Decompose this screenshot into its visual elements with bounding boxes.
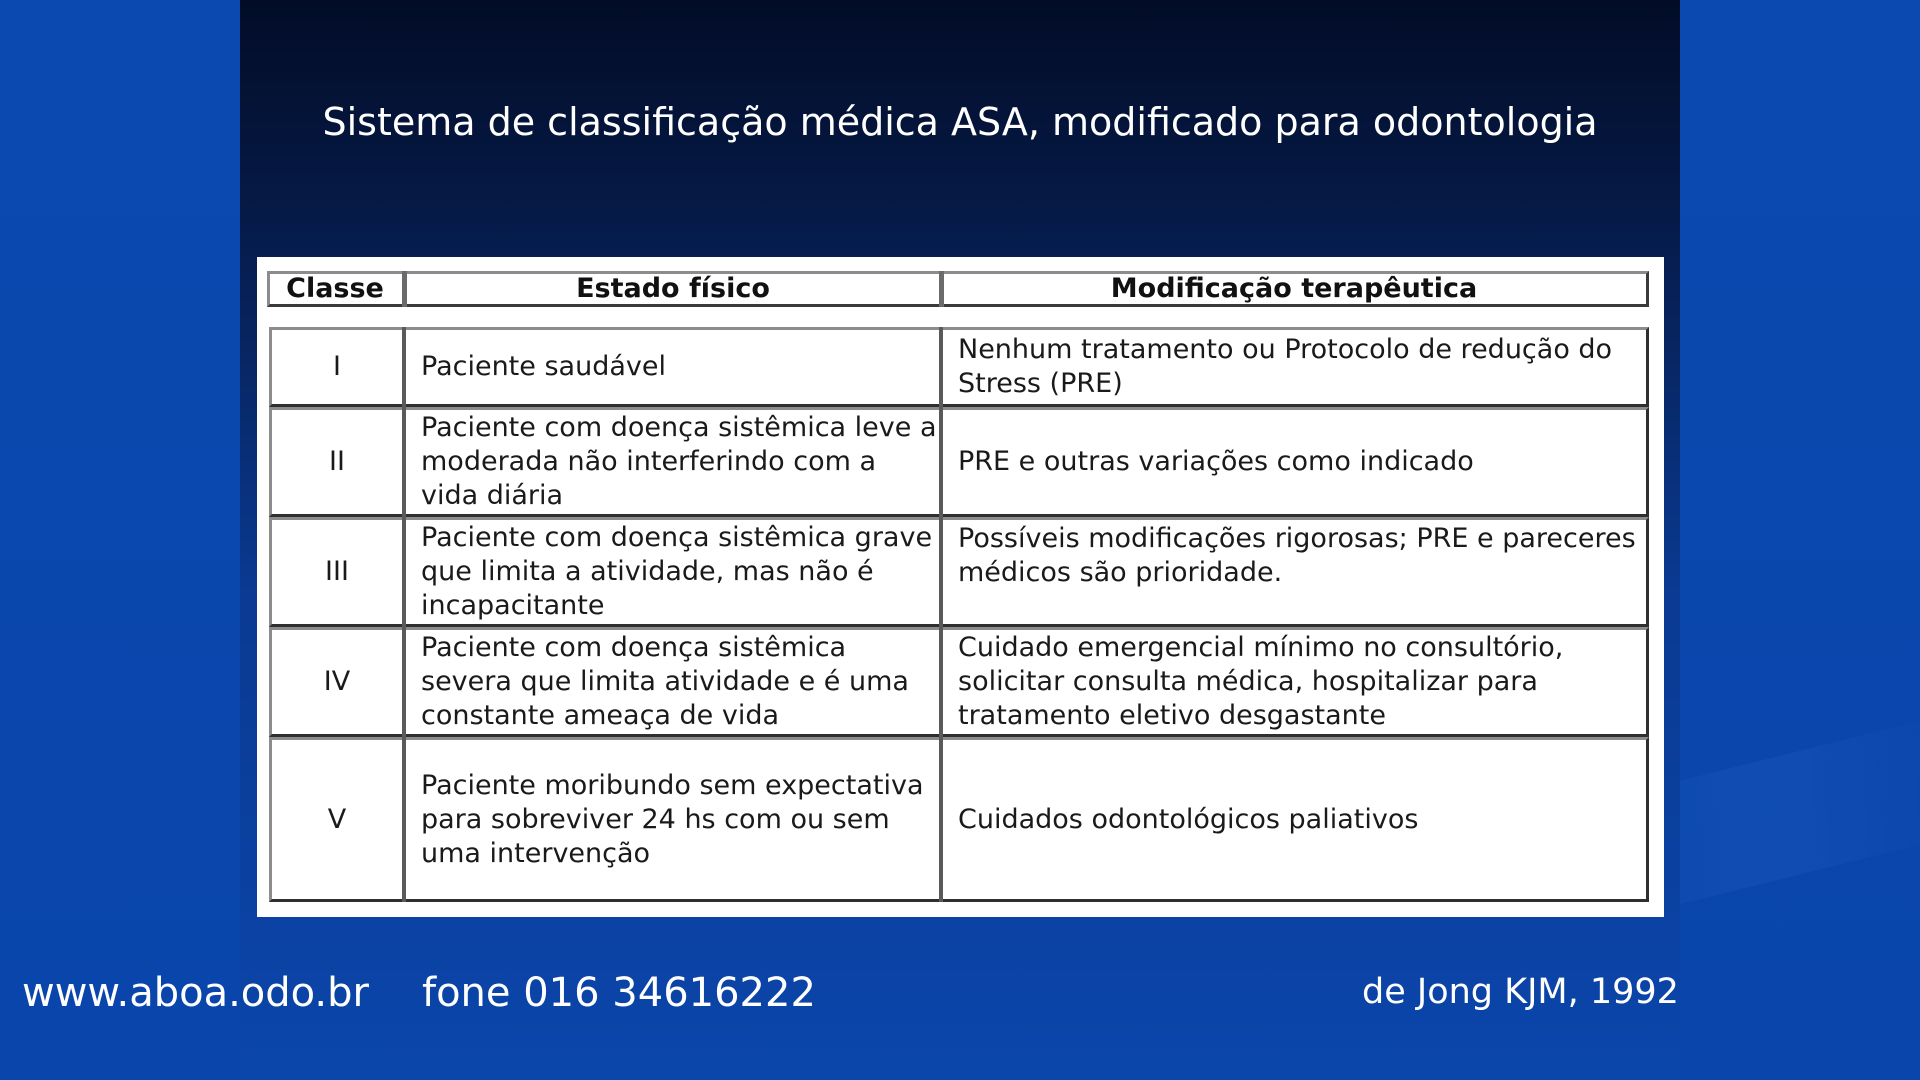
- table-row: [269, 327, 1649, 407]
- slide-title: Sistema de classificação médica ASA, modificado para odontologia: [322, 100, 1598, 144]
- column-divider: [939, 327, 943, 407]
- cell-classe: II: [329, 446, 345, 477]
- cell-estado-fisico: Paciente com doença sistêmica severa que limita atividade e é uma constante ameaça de vida: [421, 632, 909, 731]
- cell-modificacao: Cuidados odontológicos paliativos: [958, 803, 1419, 835]
- column-divider: [939, 737, 943, 902]
- column-divider: [402, 407, 406, 517]
- cell-classe: V: [327, 803, 347, 835]
- column-divider: [939, 627, 943, 737]
- column-divider: [939, 407, 943, 517]
- table-row: [269, 627, 1649, 737]
- cell-estado-fisico: Paciente saudável: [421, 351, 666, 382]
- table-header-row: [267, 271, 1649, 307]
- column-divider: [402, 627, 406, 737]
- asa-classification-table: [257, 257, 1664, 917]
- cell-classe: III: [325, 556, 349, 587]
- cell-modificacao: Nenhum tratamento ou Protocolo de redução do Stress (PRE): [958, 334, 1613, 399]
- footer-website: www.aboa.odo.br: [22, 970, 369, 1016]
- cell-estado-fisico: Paciente moribundo sem expectativa para sobreviver 24 hs com ou sem uma intervenção: [421, 769, 924, 869]
- cell-estado-fisico: Paciente com doença sistêmica leve a moderada não interferindo com a vida diária: [421, 412, 937, 511]
- cell-modificacao: Possíveis modificações rigorosas; PRE e pareceres médicos são prioridade.: [958, 523, 1636, 588]
- column-divider: [402, 327, 406, 407]
- footer-citation: de Jong KJM, 1992: [1362, 972, 1679, 1012]
- cell-modificacao: PRE e outras variações como indicado: [958, 446, 1474, 477]
- column-divider: [402, 737, 406, 902]
- cell-classe: I: [333, 351, 341, 382]
- table-row: [269, 407, 1649, 517]
- cell-modificacao: Cuidado emergencial mínimo no consultório, solicitar consulta médica, hospitalizar para tratamento eletivo desgastante: [958, 632, 1564, 731]
- cell-classe: IV: [323, 666, 351, 697]
- table-row: [269, 737, 1649, 902]
- header-estado-fisico: Estado físico: [576, 273, 770, 304]
- table-row: [269, 517, 1649, 627]
- header-modificacao-terapeutica: Modificação terapêutica: [1110, 273, 1478, 304]
- column-divider: [939, 517, 943, 627]
- column-divider: [402, 517, 406, 627]
- footer-phone: fone 016 34616222: [422, 970, 816, 1016]
- cell-estado-fisico: Paciente com doença sistêmica grave que limita a atividade, mas não é incapacitante: [421, 522, 933, 621]
- header-classe: Classe: [286, 273, 384, 304]
